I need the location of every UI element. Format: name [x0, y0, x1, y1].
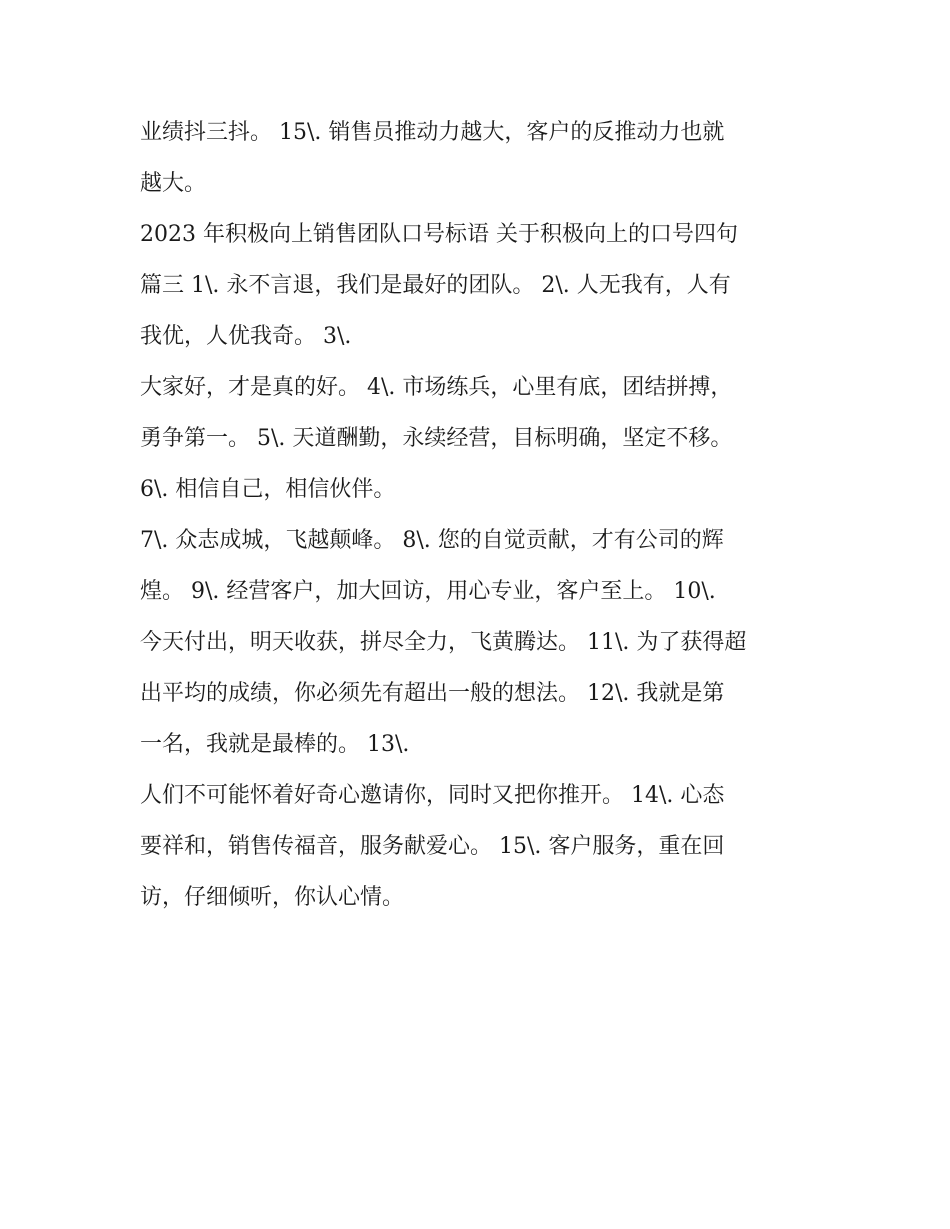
text-line: 人们不可能怀着好奇心邀请你，同时又把你推开。 14\. 心态: [140, 783, 725, 808]
text-line: 业绩抖三抖。 15\. 销售员推动力越大，客户的反推动力也就: [140, 120, 725, 145]
text-line: 出平均的成绩，你必须先有超出一般的想法。 12\. 我就是第: [140, 681, 725, 706]
text-line: 6\. 相信自己，相信伙伴。: [140, 477, 396, 502]
text-line: 篇三 1\. 永不言退，我们是最好的团队。 2\. 人无我有，人有: [140, 273, 731, 298]
text-line: 今天付出，明天收获，拼尽全力，飞黄腾达。 11\. 为了获得超: [140, 630, 747, 655]
text-line: 要祥和，销售传福音，服务献爱心。 15\. 客户服务，重在回: [140, 834, 725, 859]
text-line: 7\. 众志成城，飞越颠峰。 8\. 您的自觉贡献，才有公司的辉: [140, 528, 724, 553]
text-line: 勇争第一。 5\. 天道酬勤，永续经营，目标明确，坚定不移。: [140, 426, 733, 451]
text-line: 越大。: [140, 171, 207, 196]
text-line: 我优，人优我奇。 3\.: [140, 324, 352, 349]
text-line: 2023 年积极向上销售团队口号标语 关于积极向上的口号四句: [140, 222, 738, 247]
text-line: 一名，我就是最棒的。 13\.: [140, 732, 410, 757]
text-line: 大家好，才是真的好。 4\. 市场练兵，心里有底，团结拼搏，: [140, 375, 733, 400]
text-line: 煌。 9\. 经营客户，加大回访，用心专业，客户至上。 10\.: [140, 579, 716, 604]
text-line: 访，仔细倾听，你认心情。: [140, 885, 405, 910]
document-body: [140, 107, 840, 923]
